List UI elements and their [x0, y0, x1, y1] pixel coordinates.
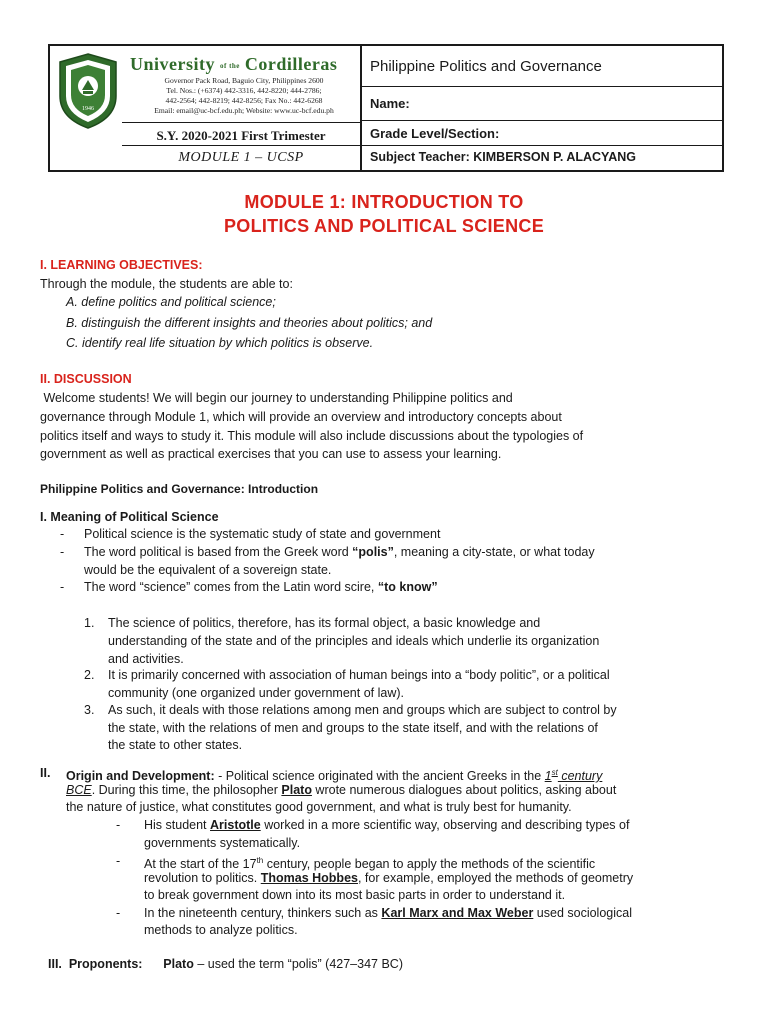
- meaning-bullet: The word political is based from the Greek word “polis”, meaning a city-state, or what today: [84, 545, 595, 559]
- objective-item: A. define politics and political science;: [66, 295, 276, 309]
- subject-title: Philippine Politics and Governance: [370, 58, 602, 75]
- origin-label: II.: [40, 766, 51, 780]
- meaning-bullet: Political science is the systematic study of state and government: [84, 527, 441, 541]
- university-name: University of the Cordilleras: [130, 54, 338, 74]
- numbered-item: It is primarily concerned with association of human beings into a “body politic”, or a political: [108, 668, 610, 682]
- bullet-dash: -: [116, 906, 121, 920]
- origin-bullet: In the nineteenth century, thinkers such as Karl Marx and Max Weber used sociological: [144, 906, 632, 920]
- university-contact: Email: email@uc-bcf.edu.ph; Website: www.uc-bcf.edu.ph: [154, 106, 334, 115]
- objectives-intro: Through the module, the students are able to:: [40, 277, 293, 291]
- bullet-dash: -: [116, 818, 121, 832]
- origin-line: Origin and Development: - Political science originated with the ancient Greeks in the 1st century: [66, 768, 603, 784]
- module-id: MODULE 1 – UCSP: [178, 150, 304, 165]
- name-field-label: Name:: [370, 96, 410, 111]
- origin-bullet-cont: governments systematically.: [144, 836, 301, 850]
- numbered-item-cont: the state, with the relations of men and groups to the state itself, and with the relations of: [108, 721, 598, 735]
- numbered-item: As such, it deals with those relations among men and groups which are subject to control by: [108, 703, 617, 717]
- discussion-line: Welcome students! We will begin our journey to understanding Philippine politics and: [40, 391, 513, 405]
- bullet-dash: -: [60, 527, 65, 541]
- module-title-line2: POLITICS AND POLITICAL SCIENCE: [223, 216, 545, 236]
- origin-bullet: At the start of the 17th century, people began to apply the methods of the scientific: [144, 856, 596, 872]
- header-rule: [122, 122, 360, 123]
- origin-bullet-cont: revolution to politics. Thomas Hobbes, for example, employed the methods of geometry: [144, 871, 634, 885]
- numbered-item: The science of politics, therefore, has its formal object, a basic knowledge and: [108, 616, 541, 630]
- module-title-line1: MODULE 1: INTRODUCTION TO: [244, 192, 524, 212]
- numbered-item-cont: the state to other states.: [108, 738, 243, 752]
- origin-bullet-cont: to break government down into its most basic parts in order to understand it.: [144, 888, 566, 902]
- discussion-line: governance through Module 1, which will provide an overview and introductory concepts about: [40, 410, 562, 424]
- origin-line: the nature of justice, what constitutes good government, and what is truly best for humanity.: [66, 800, 572, 814]
- objective-item: B. distinguish the different insights and theories about politics; and: [66, 316, 433, 330]
- numbered-item-cont: and activities.: [108, 652, 184, 666]
- bullet-dash: -: [116, 854, 121, 868]
- meaning-heading: I. Meaning of Political Science: [40, 510, 219, 524]
- bullet-dash: -: [60, 580, 65, 594]
- origin-bullet-cont: methods to analyze politics.: [144, 923, 298, 937]
- numbered-marker: 3.: [84, 703, 95, 717]
- numbered-item-cont: understanding of the state and of the principles and ideals which underlie its organization: [108, 634, 600, 648]
- proponents-line: III. Proponents: Plato – used the term “polis” (427–347 BC): [48, 957, 403, 971]
- origin-line: BCE. During this time, the philosopher Plato wrote numerous dialogues about politics, asking about: [66, 783, 617, 797]
- header-rule: [360, 86, 722, 87]
- objectives-heading: I. LEARNING OBJECTIVES:: [40, 258, 203, 272]
- discussion-heading: II. DISCUSSION: [40, 372, 132, 386]
- discussion-line: government as well as practical exercises that you can use to assess your learning.: [40, 447, 502, 461]
- university-phone: Tel. Nos.: (+6374) 442-3316, 442-8220; 444-2786;: [166, 86, 322, 95]
- school-year: S.Y. 2020-2021 First Trimester: [156, 128, 326, 143]
- subject-teacher-label: Subject Teacher: KIMBERSON P. ALACYANG: [370, 150, 637, 164]
- numbered-item-cont: community (one organized under government of law).: [108, 686, 404, 700]
- header-rule: [360, 120, 722, 121]
- objective-item: C. identify real life situation by which politics is observe.: [66, 336, 374, 350]
- university-address: Governor Pack Road, Baguio City, Philippines 2600: [164, 76, 324, 85]
- header-divider: [360, 46, 362, 170]
- numbered-marker: 1.: [84, 616, 95, 630]
- discussion-subheading: Philippine Politics and Governance: Introduction: [40, 482, 319, 496]
- origin-bullet: His student Aristotle worked in a more scientific way, observing and describing types of: [144, 818, 630, 832]
- meaning-bullet-cont: would be the equivalent of a sovereign state.: [84, 563, 332, 577]
- bullet-dash: -: [60, 545, 65, 559]
- module-header: [48, 44, 724, 172]
- svg-text:1946: 1946: [82, 106, 94, 112]
- grade-section-label: Grade Level/Section:: [370, 126, 500, 141]
- discussion-line: politics itself and ways to study it. This module will also include discussions about the typologies of: [40, 429, 584, 443]
- university-phone: 442-2564; 442-8219; 442-8256; Fax No.: 442-6268: [165, 96, 323, 105]
- header-rule: [360, 145, 722, 146]
- numbered-marker: 2.: [84, 668, 95, 682]
- meaning-bullet: The word “science” comes from the Latin word scire, “to know”: [84, 580, 438, 594]
- university-seal-icon: [56, 52, 120, 130]
